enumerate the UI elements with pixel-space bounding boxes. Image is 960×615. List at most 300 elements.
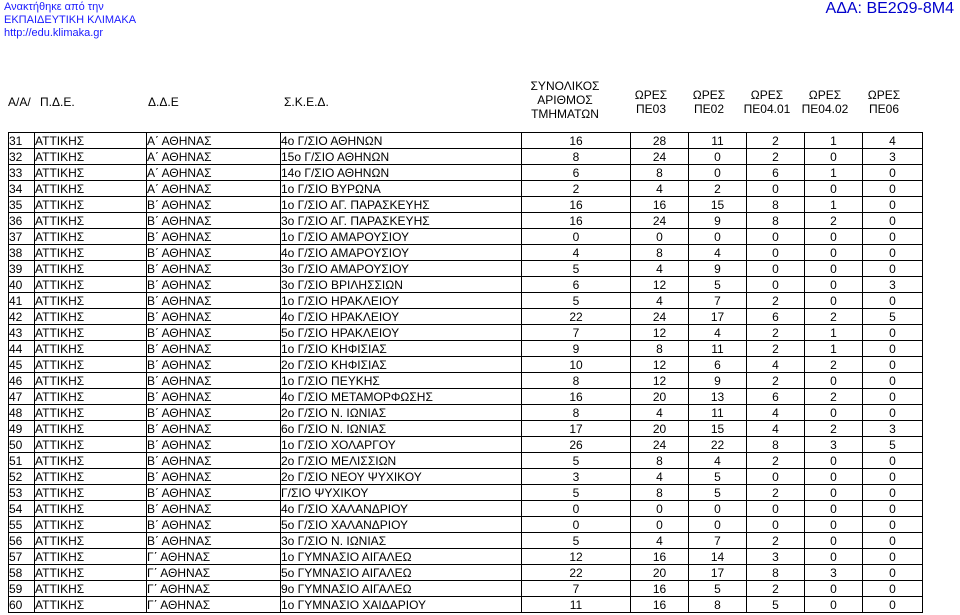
hours-pe03-cell: 0 [631, 517, 689, 533]
prefecture-cell: ΑΤΤΙΚΗΣ [35, 165, 147, 181]
school-name-cell: 1ο Γ/ΣΙΟ ΚΗΦΙΣΙΑΣ [281, 341, 522, 357]
total-sections-cell: 2 [522, 181, 631, 197]
hours-pe02-cell: 17 [689, 565, 747, 581]
hours-pe03-cell: 16 [631, 197, 689, 213]
hours-pe03-cell: 12 [631, 325, 689, 341]
hours-pe02-cell: 7 [689, 533, 747, 549]
hours-pe0401-cell: 2 [747, 533, 805, 549]
directorate-cell: Β΄ ΑΘΗΝΑΣ [147, 453, 281, 469]
directorate-cell: Γ΄ ΑΘΗΝΑΣ [147, 597, 281, 613]
hours-pe0401-cell: 8 [747, 213, 805, 229]
hours-pe03-cell: 12 [631, 357, 689, 373]
row-number-cell: 44 [9, 341, 35, 357]
directorate-cell: Β΄ ΑΘΗΝΑΣ [147, 469, 281, 485]
hours-pe06-cell: 0 [863, 389, 923, 405]
hours-pe0402-cell: 0 [805, 229, 863, 245]
hours-pe06-cell: 0 [863, 405, 923, 421]
table-row [9, 485, 923, 501]
total-sections-cell: 0 [522, 501, 631, 517]
directorate-cell: Β΄ ΑΘΗΝΑΣ [147, 533, 281, 549]
hours-pe02-cell: 5 [689, 485, 747, 501]
header-dde: Δ.Δ.Ε [148, 95, 179, 109]
row-number-cell: 31 [9, 133, 35, 149]
hours-pe0402-cell: 0 [805, 485, 863, 501]
hours-pe03-cell: 24 [631, 149, 689, 165]
hours-pe0402-cell: 1 [805, 325, 863, 341]
school-name-cell: 1ο Γ/ΣΙΟ ΧΟΛΑΡΓΟΥ [281, 437, 522, 453]
hours-pe06-cell: 0 [863, 517, 923, 533]
hours-pe0401-cell: 4 [747, 357, 805, 373]
table-row [9, 469, 923, 485]
hours-pe0402-cell: 0 [805, 469, 863, 485]
hours-pe03-cell: 24 [631, 213, 689, 229]
hours-pe0402-cell: 2 [805, 213, 863, 229]
hours-pe03-cell: 16 [631, 597, 689, 613]
hours-pe0401-cell: 0 [747, 501, 805, 517]
hours-pe03-cell: 0 [631, 501, 689, 517]
hours-pe02-cell: 13 [689, 389, 747, 405]
prefecture-cell: ΑΤΤΙΚΗΣ [35, 421, 147, 437]
hours-pe0402-cell: 0 [805, 181, 863, 197]
table-row [9, 293, 923, 309]
table-row [9, 597, 923, 613]
hours-pe0401-cell: 6 [747, 309, 805, 325]
retrieved-from-text: Ανακτήθηκε από την [4, 1, 104, 13]
row-number-cell: 52 [9, 469, 35, 485]
prefecture-cell: ΑΤΤΙΚΗΣ [35, 309, 147, 325]
directorate-cell: Β΄ ΑΘΗΝΑΣ [147, 421, 281, 437]
schools-table [8, 132, 923, 613]
hours-pe0401-cell: 8 [747, 565, 805, 581]
hours-pe06-cell: 4 [863, 133, 923, 149]
hours-pe0401-cell: 4 [747, 405, 805, 421]
prefecture-cell: ΑΤΤΙΚΗΣ [35, 245, 147, 261]
hours-pe0401-cell: 2 [747, 149, 805, 165]
hours-pe02-cell: 5 [689, 581, 747, 597]
table-row [9, 405, 923, 421]
prefecture-cell: ΑΤΤΙΚΗΣ [35, 405, 147, 421]
hours-pe03-cell: 20 [631, 421, 689, 437]
directorate-cell: Β΄ ΑΘΗΝΑΣ [147, 405, 281, 421]
source-note [4, 1, 136, 40]
school-name-cell: 4ο Γ/ΣΙΟ ΑΜΑΡΟΥΣΙΟΥ [281, 245, 522, 261]
hours-pe0402-cell: 0 [805, 373, 863, 389]
hours-pe06-cell: 3 [863, 277, 923, 293]
row-number-cell: 41 [9, 293, 35, 309]
table-row [9, 149, 923, 165]
hours-pe0401-cell: 2 [747, 373, 805, 389]
header-pe02: ΩΡΕΣ ΠΕ02 [692, 88, 726, 116]
row-number-cell: 56 [9, 533, 35, 549]
total-sections-cell: 16 [522, 389, 631, 405]
school-name-cell: 2ο Γ/ΣΙΟ ΚΗΦΙΣΙΑΣ [281, 357, 522, 373]
hours-pe03-cell: 20 [631, 389, 689, 405]
hours-pe0402-cell: 0 [805, 549, 863, 565]
hours-pe03-cell: 8 [631, 341, 689, 357]
school-name-cell: Γ/ΣΙΟ ΨΥΧΙΚΟΥ [281, 485, 522, 501]
total-sections-cell: 16 [522, 213, 631, 229]
hours-pe0402-cell: 0 [805, 293, 863, 309]
ada-code: ΑΔΑ: ΒΕ2Ω9-8Μ4 [825, 0, 954, 17]
table-row [9, 309, 923, 325]
total-sections-cell: 5 [522, 485, 631, 501]
hours-pe03-cell: 4 [631, 293, 689, 309]
hours-pe02-cell: 4 [689, 245, 747, 261]
directorate-cell: Α΄ ΑΘΗΝΑΣ [147, 149, 281, 165]
table-row [9, 549, 923, 565]
row-number-cell: 53 [9, 485, 35, 501]
row-number-cell: 55 [9, 517, 35, 533]
header-pe06: ΩΡΕΣ ΠΕ06 [867, 88, 901, 116]
directorate-cell: Β΄ ΑΘΗΝΑΣ [147, 501, 281, 517]
school-name-cell: 14ο Γ/ΣΙΟ ΑΘΗΝΩΝ [281, 165, 522, 181]
hours-pe02-cell: 11 [689, 341, 747, 357]
total-sections-cell: 0 [522, 517, 631, 533]
hours-pe0401-cell: 2 [747, 325, 805, 341]
header-sked: Σ.Κ.Ε.Δ. [284, 95, 329, 109]
directorate-cell: Β΄ ΑΘΗΝΑΣ [147, 389, 281, 405]
row-number-cell: 49 [9, 421, 35, 437]
hours-pe02-cell: 9 [689, 373, 747, 389]
hours-pe02-cell: 5 [689, 277, 747, 293]
hours-pe06-cell: 0 [863, 453, 923, 469]
hours-pe0402-cell: 1 [805, 165, 863, 181]
hours-pe0402-cell: 0 [805, 501, 863, 517]
school-name-cell: 3ο Γ/ΣΙΟ ΑΜΑΡΟΥΣΙΟΥ [281, 261, 522, 277]
hours-pe0401-cell: 2 [747, 293, 805, 309]
source-url-link[interactable]: http://edu.klimaka.gr [4, 27, 104, 39]
hours-pe06-cell: 5 [863, 309, 923, 325]
hours-pe06-cell: 0 [863, 597, 923, 613]
hours-pe02-cell: 2 [689, 181, 747, 197]
hours-pe03-cell: 16 [631, 549, 689, 565]
hours-pe06-cell: 0 [863, 469, 923, 485]
hours-pe02-cell: 15 [689, 197, 747, 213]
hours-pe02-cell: 0 [689, 517, 747, 533]
hours-pe03-cell: 28 [631, 133, 689, 149]
table-row [9, 341, 923, 357]
directorate-cell: Β΄ ΑΘΗΝΑΣ [147, 325, 281, 341]
directorate-cell: Β΄ ΑΘΗΝΑΣ [147, 341, 281, 357]
total-sections-cell: 5 [522, 293, 631, 309]
hours-pe03-cell: 12 [631, 373, 689, 389]
school-name-cell: 2ο Γ/ΣΙΟ Ν. ΙΩΝΙΑΣ [281, 405, 522, 421]
prefecture-cell: ΑΤΤΙΚΗΣ [35, 597, 147, 613]
prefecture-cell: ΑΤΤΙΚΗΣ [35, 213, 147, 229]
hours-pe02-cell: 0 [689, 149, 747, 165]
prefecture-cell: ΑΤΤΙΚΗΣ [35, 565, 147, 581]
table-row [9, 277, 923, 293]
hours-pe0401-cell: 5 [747, 597, 805, 613]
directorate-cell: Β΄ ΑΘΗΝΑΣ [147, 229, 281, 245]
total-sections-cell: 5 [522, 533, 631, 549]
row-number-cell: 50 [9, 437, 35, 453]
table-row [9, 245, 923, 261]
hours-pe06-cell: 0 [863, 213, 923, 229]
hours-pe0401-cell: 0 [747, 261, 805, 277]
hours-pe06-cell: 0 [863, 293, 923, 309]
prefecture-cell: ΑΤΤΙΚΗΣ [35, 469, 147, 485]
row-number-cell: 48 [9, 405, 35, 421]
table-row [9, 197, 923, 213]
row-number-cell: 36 [9, 213, 35, 229]
hours-pe06-cell: 0 [863, 165, 923, 181]
hours-pe0402-cell: 1 [805, 197, 863, 213]
hours-pe06-cell: 3 [863, 421, 923, 437]
hours-pe0401-cell: 0 [747, 229, 805, 245]
row-number-cell: 39 [9, 261, 35, 277]
header-aa: Α/Α/ [8, 95, 31, 109]
table-row [9, 533, 923, 549]
row-number-cell: 42 [9, 309, 35, 325]
row-number-cell: 32 [9, 149, 35, 165]
total-sections-cell: 6 [522, 277, 631, 293]
hours-pe0402-cell: 2 [805, 421, 863, 437]
hours-pe06-cell: 0 [863, 533, 923, 549]
hours-pe0401-cell: 0 [747, 469, 805, 485]
hours-pe03-cell: 8 [631, 165, 689, 181]
hours-pe06-cell: 0 [863, 197, 923, 213]
prefecture-cell: ΑΤΤΙΚΗΣ [35, 389, 147, 405]
directorate-cell: Β΄ ΑΘΗΝΑΣ [147, 197, 281, 213]
row-number-cell: 51 [9, 453, 35, 469]
school-name-cell: 1ο ΓΥΜΝΑΣΙΟ ΧΑΙΔΑΡΙΟΥ [281, 597, 522, 613]
total-sections-cell: 26 [522, 437, 631, 453]
hours-pe0401-cell: 2 [747, 453, 805, 469]
row-number-cell: 59 [9, 581, 35, 597]
prefecture-cell: ΑΤΤΙΚΗΣ [35, 197, 147, 213]
school-name-cell: 1ο Γ/ΣΙΟ ΗΡΑΚΛΕΙΟΥ [281, 293, 522, 309]
directorate-cell: Β΄ ΑΘΗΝΑΣ [147, 213, 281, 229]
header-pde: Π.Δ.Ε. [40, 95, 75, 109]
hours-pe0402-cell: 0 [805, 517, 863, 533]
hours-pe0402-cell: 0 [805, 453, 863, 469]
hours-pe02-cell: 5 [689, 469, 747, 485]
hours-pe0402-cell: 1 [805, 341, 863, 357]
school-name-cell: 9ο ΓΥΜΝΑΣΙΟ ΑΙΓΑΛΕΩ [281, 581, 522, 597]
hours-pe06-cell: 5 [863, 437, 923, 453]
hours-pe0402-cell: 0 [805, 149, 863, 165]
hours-pe02-cell: 6 [689, 357, 747, 373]
hours-pe02-cell: 11 [689, 405, 747, 421]
total-sections-cell: 11 [522, 597, 631, 613]
hours-pe02-cell: 8 [689, 597, 747, 613]
school-name-cell: 3ο Γ/ΣΙΟ ΑΓ. ΠΑΡΑΣΚΕΥΗΣ [281, 213, 522, 229]
hours-pe0401-cell: 8 [747, 437, 805, 453]
hours-pe03-cell: 4 [631, 469, 689, 485]
row-number-cell: 58 [9, 565, 35, 581]
hours-pe0402-cell: 0 [805, 581, 863, 597]
hours-pe0402-cell: 0 [805, 261, 863, 277]
hours-pe03-cell: 4 [631, 261, 689, 277]
prefecture-cell: ΑΤΤΙΚΗΣ [35, 453, 147, 469]
school-name-cell: 5ο ΓΥΜΝΑΣΙΟ ΑΙΓΑΛΕΩ [281, 565, 522, 581]
row-number-cell: 60 [9, 597, 35, 613]
school-name-cell: 1ο Γ/ΣΙΟ ΑΜΑΡΟΥΣΙΟΥ [281, 229, 522, 245]
directorate-cell: Β΄ ΑΘΗΝΑΣ [147, 357, 281, 373]
hours-pe06-cell: 0 [863, 357, 923, 373]
school-name-cell: 6ο Γ/ΣΙΟ Ν. ΙΩΝΙΑΣ [281, 421, 522, 437]
hours-pe0402-cell: 3 [805, 437, 863, 453]
school-name-cell: 1ο Γ/ΣΙΟ ΑΓ. ΠΑΡΑΣΚΕΥΗΣ [281, 197, 522, 213]
header-pe03: ΩΡΕΣ ΠΕ03 [634, 88, 668, 116]
directorate-cell: Β΄ ΑΘΗΝΑΣ [147, 245, 281, 261]
directorate-cell: Β΄ ΑΘΗΝΑΣ [147, 373, 281, 389]
row-number-cell: 34 [9, 181, 35, 197]
hours-pe0402-cell: 1 [805, 133, 863, 149]
school-name-cell: 1ο ΓΥΜΝΑΣΙΟ ΑΙΓΑΛΕΩ [281, 549, 522, 565]
school-name-cell: 1ο Γ/ΣΙΟ ΠΕΥΚΗΣ [281, 373, 522, 389]
directorate-cell: Α΄ ΑΘΗΝΑΣ [147, 165, 281, 181]
total-sections-cell: 5 [522, 261, 631, 277]
table-row [9, 261, 923, 277]
hours-pe02-cell: 9 [689, 261, 747, 277]
row-number-cell: 47 [9, 389, 35, 405]
prefecture-cell: ΑΤΤΙΚΗΣ [35, 229, 147, 245]
prefecture-cell: ΑΤΤΙΚΗΣ [35, 181, 147, 197]
hours-pe03-cell: 20 [631, 565, 689, 581]
table-row [9, 581, 923, 597]
hours-pe03-cell: 16 [631, 581, 689, 597]
hours-pe0401-cell: 6 [747, 165, 805, 181]
prefecture-cell: ΑΤΤΙΚΗΣ [35, 549, 147, 565]
hours-pe06-cell: 0 [863, 341, 923, 357]
hours-pe06-cell: 0 [863, 581, 923, 597]
hours-pe0401-cell: 2 [747, 341, 805, 357]
hours-pe03-cell: 4 [631, 533, 689, 549]
hours-pe0402-cell: 0 [805, 405, 863, 421]
table-row [9, 165, 923, 181]
source-name-text: ΕΚΠΑΙΔΕΥΤΙΚΗ ΚΛΙΜΑΚΑ [4, 14, 137, 26]
hours-pe02-cell: 9 [689, 213, 747, 229]
hours-pe03-cell: 4 [631, 405, 689, 421]
row-number-cell: 45 [9, 357, 35, 373]
table-row [9, 565, 923, 581]
row-number-cell: 43 [9, 325, 35, 341]
hours-pe0401-cell: 2 [747, 485, 805, 501]
directorate-cell: Β΄ ΑΘΗΝΑΣ [147, 261, 281, 277]
header-pe0402: ΩΡΕΣ ΠΕ04.02 [801, 88, 849, 116]
header-pe0401: ΩΡΕΣ ΠΕ04.01 [743, 88, 791, 116]
row-number-cell: 35 [9, 197, 35, 213]
directorate-cell: Α΄ ΑΘΗΝΑΣ [147, 133, 281, 149]
hours-pe0401-cell: 0 [747, 517, 805, 533]
row-number-cell: 38 [9, 245, 35, 261]
hours-pe06-cell: 0 [863, 325, 923, 341]
prefecture-cell: ΑΤΤΙΚΗΣ [35, 485, 147, 501]
hours-pe0401-cell: 4 [747, 421, 805, 437]
directorate-cell: Γ΄ ΑΘΗΝΑΣ [147, 581, 281, 597]
hours-pe0401-cell: 3 [747, 549, 805, 565]
total-sections-cell: 16 [522, 133, 631, 149]
hours-pe0401-cell: 0 [747, 277, 805, 293]
total-sections-cell: 6 [522, 165, 631, 181]
school-name-cell: 3ο Γ/ΣΙΟ Ν. ΙΩΝΙΑΣ [281, 533, 522, 549]
prefecture-cell: ΑΤΤΙΚΗΣ [35, 373, 147, 389]
row-number-cell: 37 [9, 229, 35, 245]
school-name-cell: 5ο Γ/ΣΙΟ ΧΑΛΑΝΔΡΙΟΥ [281, 517, 522, 533]
directorate-cell: Α΄ ΑΘΗΝΑΣ [147, 181, 281, 197]
hours-pe0401-cell: 2 [747, 133, 805, 149]
prefecture-cell: ΑΤΤΙΚΗΣ [35, 581, 147, 597]
school-name-cell: 15ο Γ/ΣΙΟ ΑΘΗΝΩΝ [281, 149, 522, 165]
hours-pe02-cell: 11 [689, 133, 747, 149]
total-sections-cell: 5 [522, 453, 631, 469]
table-row [9, 453, 923, 469]
hours-pe0402-cell: 2 [805, 309, 863, 325]
hours-pe06-cell: 0 [863, 181, 923, 197]
hours-pe0402-cell: 2 [805, 389, 863, 405]
hours-pe03-cell: 8 [631, 453, 689, 469]
directorate-cell: Β΄ ΑΘΗΝΑΣ [147, 293, 281, 309]
hours-pe06-cell: 0 [863, 501, 923, 517]
hours-pe06-cell: 0 [863, 485, 923, 501]
school-name-cell: 4ο Γ/ΣΙΟ ΧΑΛΑΝΔΡΙΟΥ [281, 501, 522, 517]
directorate-cell: Γ΄ ΑΘΗΝΑΣ [147, 565, 281, 581]
table-row [9, 389, 923, 405]
table-row [9, 421, 923, 437]
hours-pe03-cell: 8 [631, 245, 689, 261]
table-row [9, 357, 923, 373]
table-row [9, 229, 923, 245]
prefecture-cell: ΑΤΤΙΚΗΣ [35, 533, 147, 549]
prefecture-cell: ΑΤΤΙΚΗΣ [35, 261, 147, 277]
hours-pe02-cell: 4 [689, 453, 747, 469]
hours-pe06-cell: 0 [863, 261, 923, 277]
hours-pe0402-cell: 2 [805, 357, 863, 373]
table-row [9, 325, 923, 341]
prefecture-cell: ΑΤΤΙΚΗΣ [35, 133, 147, 149]
table-row [9, 213, 923, 229]
total-sections-cell: 22 [522, 309, 631, 325]
row-number-cell: 46 [9, 373, 35, 389]
total-sections-cell: 17 [522, 421, 631, 437]
row-number-cell: 57 [9, 549, 35, 565]
table-row [9, 437, 923, 453]
hours-pe02-cell: 0 [689, 229, 747, 245]
total-sections-cell: 7 [522, 581, 631, 597]
prefecture-cell: ΑΤΤΙΚΗΣ [35, 149, 147, 165]
hours-pe03-cell: 0 [631, 229, 689, 245]
hours-pe06-cell: 0 [863, 565, 923, 581]
table-row [9, 373, 923, 389]
school-name-cell: 1ο Γ/ΣΙΟ ΒΥΡΩΝΑ [281, 181, 522, 197]
school-name-cell: 4ο Γ/ΣΙΟ ΜΕΤΑΜΟΡΦΩΣΗΣ [281, 389, 522, 405]
total-sections-cell: 8 [522, 373, 631, 389]
total-sections-cell: 7 [522, 325, 631, 341]
hours-pe0401-cell: 6 [747, 389, 805, 405]
hours-pe0401-cell: 8 [747, 197, 805, 213]
school-name-cell: 4ο Γ/ΣΙΟ ΑΘΗΝΩΝ [281, 133, 522, 149]
row-number-cell: 33 [9, 165, 35, 181]
table-row [9, 181, 923, 197]
row-number-cell: 54 [9, 501, 35, 517]
total-sections-cell: 8 [522, 405, 631, 421]
table-row [9, 517, 923, 533]
hours-pe06-cell: 0 [863, 549, 923, 565]
hours-pe0402-cell: 0 [805, 245, 863, 261]
total-sections-cell: 3 [522, 469, 631, 485]
hours-pe06-cell: 0 [863, 229, 923, 245]
row-number-cell: 40 [9, 277, 35, 293]
total-sections-cell: 12 [522, 549, 631, 565]
prefecture-cell: ΑΤΤΙΚΗΣ [35, 501, 147, 517]
school-name-cell: 2ο Γ/ΣΙΟ ΜΕΛΙΣΣΙΩΝ [281, 453, 522, 469]
hours-pe02-cell: 15 [689, 421, 747, 437]
table-row [9, 133, 923, 149]
school-name-cell: 2ο Γ/ΣΙΟ ΝΕΟΥ ΨΥΧΙΚΟΥ [281, 469, 522, 485]
hours-pe0402-cell: 0 [805, 597, 863, 613]
